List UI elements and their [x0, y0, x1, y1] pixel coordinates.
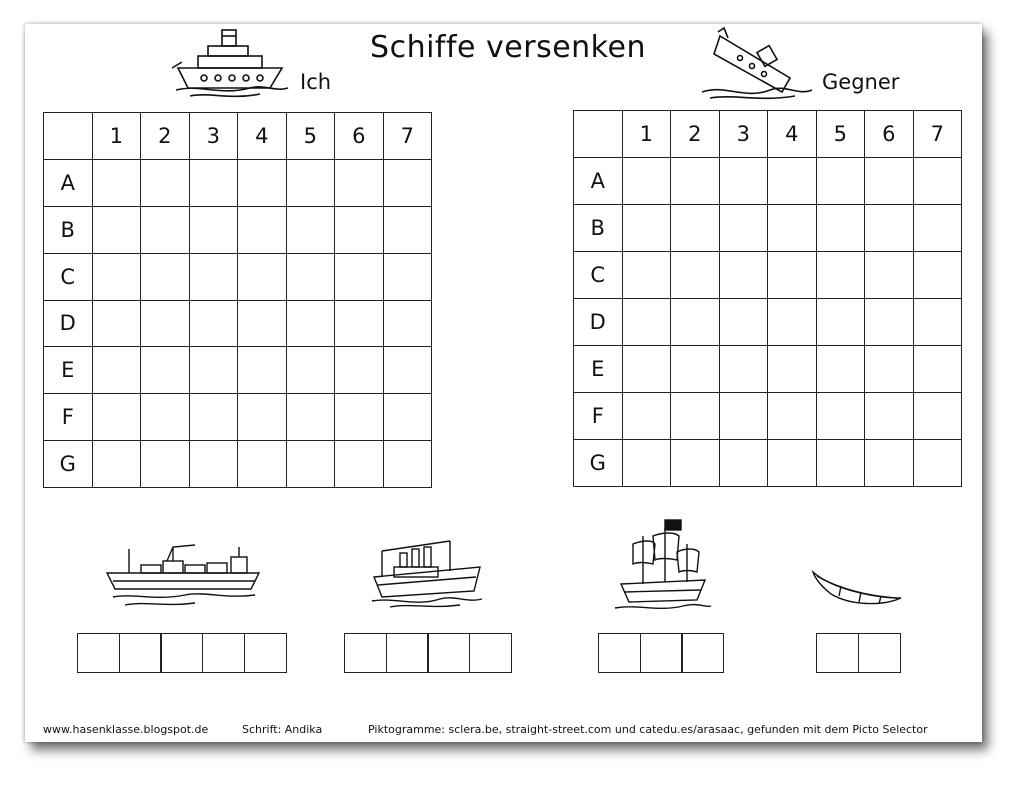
ship-box[interactable]	[640, 633, 683, 673]
grid-cell[interactable]	[189, 347, 238, 394]
ship-length-boxes-2	[816, 633, 901, 673]
container-ship-icon	[105, 543, 263, 609]
grid-cell[interactable]	[768, 252, 817, 299]
grid-cell[interactable]	[92, 300, 141, 347]
grid-cell[interactable]	[768, 440, 817, 487]
grid-cell[interactable]	[671, 205, 720, 252]
grid-cell[interactable]	[913, 158, 962, 205]
grid-cell[interactable]	[768, 299, 817, 346]
row-header: D	[574, 299, 623, 346]
grid-row	[44, 394, 432, 441]
grid-cell[interactable]	[816, 205, 865, 252]
grid-row	[44, 441, 432, 488]
grid-row	[574, 252, 962, 299]
grid-cell[interactable]	[913, 299, 962, 346]
grid-cell[interactable]	[335, 441, 384, 488]
grid-cell[interactable]	[816, 158, 865, 205]
grid-cell[interactable]	[189, 394, 238, 441]
column-header: 6	[335, 113, 384, 160]
grid-cell[interactable]	[335, 253, 384, 300]
grid-row	[574, 158, 962, 205]
grid-cell[interactable]	[865, 252, 914, 299]
grid-cell[interactable]	[335, 394, 384, 441]
ship-box[interactable]	[427, 633, 470, 673]
grid-cell[interactable]	[141, 159, 190, 206]
column-header: 1	[92, 113, 141, 160]
column-header: 7	[383, 113, 432, 160]
label-me: Ich	[300, 70, 332, 94]
grid-cell[interactable]	[286, 300, 335, 347]
steamship-icon	[170, 28, 290, 100]
row-header: E	[44, 347, 93, 394]
grid-cell[interactable]	[238, 394, 287, 441]
ship-box[interactable]	[77, 633, 120, 673]
grid-corner	[574, 111, 623, 158]
column-header: 5	[286, 113, 335, 160]
ship-box[interactable]	[816, 633, 859, 673]
ship-box[interactable]	[244, 633, 287, 673]
ship-box[interactable]	[344, 633, 387, 673]
grid-cell[interactable]	[141, 441, 190, 488]
row-header: G	[574, 440, 623, 487]
ship-box[interactable]	[386, 633, 429, 673]
grid-cell[interactable]	[913, 440, 962, 487]
grid-cell[interactable]	[335, 159, 384, 206]
grid-cell[interactable]	[286, 159, 335, 206]
grid-cell[interactable]	[141, 300, 190, 347]
canoe-icon	[811, 566, 903, 610]
grid-cell[interactable]	[189, 300, 238, 347]
grid-cell[interactable]	[768, 393, 817, 440]
grid-cell[interactable]	[816, 299, 865, 346]
column-header: 3	[719, 111, 768, 158]
ship-box[interactable]	[858, 633, 901, 673]
my-battleship-grid	[43, 112, 432, 488]
grid-cell[interactable]	[913, 346, 962, 393]
grid-row	[44, 300, 432, 347]
grid-cell[interactable]	[622, 299, 671, 346]
pirate-ship-icon	[613, 518, 713, 614]
grid-cell[interactable]	[816, 346, 865, 393]
ship-box[interactable]	[202, 633, 245, 673]
grid-cell[interactable]	[141, 206, 190, 253]
grid-cell[interactable]	[622, 393, 671, 440]
row-header: B	[574, 205, 623, 252]
grid-cell[interactable]	[622, 252, 671, 299]
grid-row	[44, 347, 432, 394]
grid-cell[interactable]	[865, 299, 914, 346]
grid-cell[interactable]	[719, 346, 768, 393]
grid-cell[interactable]	[335, 206, 384, 253]
row-header: B	[44, 206, 93, 253]
footer-site: www.hasenklasse.blogspot.de	[43, 723, 209, 736]
row-header: A	[44, 159, 93, 206]
grid-cell[interactable]	[816, 252, 865, 299]
grid-cell[interactable]	[189, 206, 238, 253]
grid-row	[44, 159, 432, 206]
ship-box[interactable]	[681, 633, 724, 673]
grid-cell[interactable]	[286, 206, 335, 253]
grid-cell[interactable]	[238, 441, 287, 488]
ship-box[interactable]	[469, 633, 512, 673]
grid-cell[interactable]	[622, 158, 671, 205]
grid-cell[interactable]	[189, 253, 238, 300]
grid-cell[interactable]	[913, 252, 962, 299]
grid-cell[interactable]	[383, 347, 432, 394]
grid-cell[interactable]	[671, 299, 720, 346]
grid-header-row	[44, 113, 432, 160]
column-header: 3	[189, 113, 238, 160]
grid-header-row	[574, 111, 962, 158]
ship-length-boxes-3	[598, 633, 724, 673]
grid-row	[574, 205, 962, 252]
grid-cell[interactable]	[719, 440, 768, 487]
grid-cell[interactable]	[768, 346, 817, 393]
grid-cell[interactable]	[913, 205, 962, 252]
grid-cell[interactable]	[816, 393, 865, 440]
ship-box[interactable]	[598, 633, 641, 673]
row-header: G	[44, 441, 93, 488]
page-title: Schiffe versenken	[370, 30, 646, 65]
grid-cell[interactable]	[141, 253, 190, 300]
grid-cell[interactable]	[141, 394, 190, 441]
label-opponent: Gegner	[822, 70, 900, 94]
row-header: A	[574, 158, 623, 205]
grid-cell[interactable]	[913, 393, 962, 440]
row-header: C	[574, 252, 623, 299]
grid-cell[interactable]	[719, 158, 768, 205]
grid-cell[interactable]	[383, 441, 432, 488]
column-header: 4	[238, 113, 287, 160]
footer-font-credit: Schrift: Andika	[242, 723, 323, 736]
grid-cell[interactable]	[286, 347, 335, 394]
grid-cell[interactable]	[335, 300, 384, 347]
column-header: 2	[671, 111, 720, 158]
grid-cell[interactable]	[768, 158, 817, 205]
grid-cell[interactable]	[671, 393, 720, 440]
grid-cell[interactable]	[622, 205, 671, 252]
column-header: 2	[141, 113, 190, 160]
grid-cell[interactable]	[671, 252, 720, 299]
grid-cell[interactable]	[92, 394, 141, 441]
row-header: E	[574, 346, 623, 393]
ship-length-boxes-4	[344, 633, 512, 673]
grid-row	[574, 393, 962, 440]
column-header: 6	[865, 111, 914, 158]
grid-cell[interactable]	[189, 441, 238, 488]
column-header: 7	[913, 111, 962, 158]
grid-cell[interactable]	[335, 347, 384, 394]
grid-cell[interactable]	[383, 300, 432, 347]
grid-cell[interactable]	[719, 299, 768, 346]
grid-cell[interactable]	[719, 252, 768, 299]
grid-cell[interactable]	[92, 206, 141, 253]
grid-cell[interactable]	[383, 159, 432, 206]
footer-pictogram-credit: Piktogramme: sclera.be, straight-street.com und catedu.es/arasaac, gefunden mit dem Picto Selector	[368, 723, 928, 736]
grid-cell[interactable]	[671, 346, 720, 393]
grid-cell[interactable]	[719, 205, 768, 252]
grid-cell[interactable]	[865, 440, 914, 487]
ship-box[interactable]	[160, 633, 203, 673]
opponent-battleship-grid	[573, 110, 962, 487]
grid-cell[interactable]	[92, 253, 141, 300]
row-header: F	[44, 394, 93, 441]
grid-row	[44, 253, 432, 300]
grid-row	[44, 206, 432, 253]
grid-cell[interactable]	[92, 441, 141, 488]
grid-cell[interactable]	[671, 440, 720, 487]
grid-cell[interactable]	[383, 206, 432, 253]
grid-cell[interactable]	[865, 158, 914, 205]
grid-cell[interactable]	[671, 158, 720, 205]
grid-cell[interactable]	[865, 205, 914, 252]
grid-cell[interactable]	[622, 440, 671, 487]
row-header: D	[44, 300, 93, 347]
grid-cell[interactable]	[238, 253, 287, 300]
grid-cell[interactable]	[92, 159, 141, 206]
grid-row	[574, 299, 962, 346]
grid-cell[interactable]	[816, 440, 865, 487]
ocean-liner-icon	[370, 537, 486, 611]
grid-cell[interactable]	[238, 347, 287, 394]
grid-cell[interactable]	[719, 393, 768, 440]
column-header: 1	[622, 111, 671, 158]
grid-row	[574, 440, 962, 487]
grid-cell[interactable]	[238, 206, 287, 253]
grid-cell[interactable]	[141, 347, 190, 394]
grid-cell[interactable]	[383, 253, 432, 300]
column-header: 4	[768, 111, 817, 158]
grid-cell[interactable]	[865, 393, 914, 440]
grid-cell[interactable]	[238, 300, 287, 347]
grid-cell[interactable]	[286, 441, 335, 488]
grid-row	[574, 346, 962, 393]
grid-cell[interactable]	[92, 347, 141, 394]
grid-cell[interactable]	[768, 205, 817, 252]
grid-cell[interactable]	[865, 346, 914, 393]
grid-cell[interactable]	[286, 253, 335, 300]
grid-cell[interactable]	[383, 394, 432, 441]
column-header: 5	[816, 111, 865, 158]
ship-box[interactable]	[119, 633, 162, 673]
grid-cell[interactable]	[238, 159, 287, 206]
grid-cell[interactable]	[286, 394, 335, 441]
sinking-ship-icon	[700, 26, 815, 102]
row-header: F	[574, 393, 623, 440]
grid-corner	[44, 113, 93, 160]
grid-cell[interactable]	[189, 159, 238, 206]
row-header: C	[44, 253, 93, 300]
grid-cell[interactable]	[622, 346, 671, 393]
ship-length-boxes-5	[77, 633, 287, 673]
